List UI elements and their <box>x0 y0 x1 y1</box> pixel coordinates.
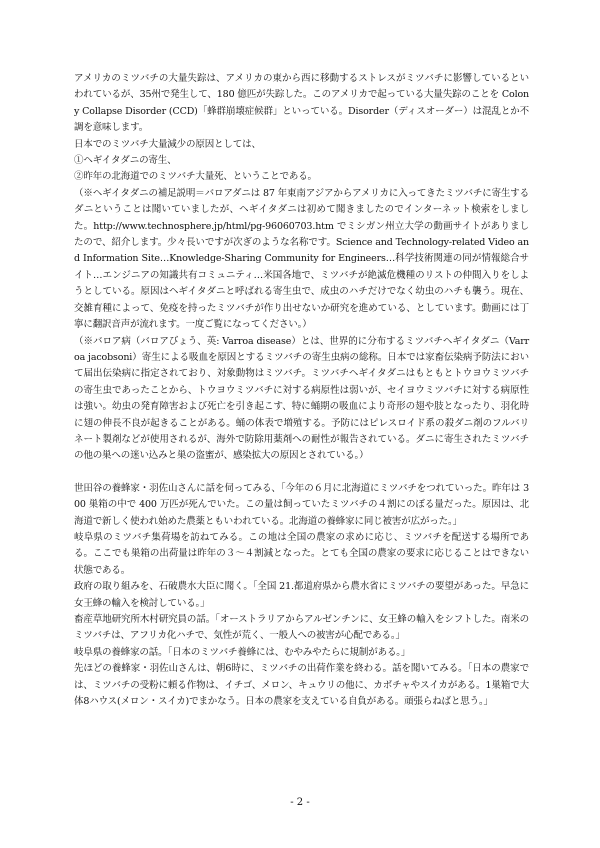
paragraph-japan-causes-intro: 日本でのミツバチ大量減少の原因としては、 <box>74 138 261 150</box>
paragraph-setagaya-beekeeper: 世田谷の養蜂家・羽佐山さんに話を伺ってみる、「今年の６月に北海道にミツバチをつれていった。昨年は 300 巣箱の中で 400 万匹が死んでいた。この量は飼っていたミツバチの４割にのぼる量だった。原因は、北海道で新しく使われ始めた農薬ともいわれている。北海道の養蜂家に同じ被害が広がった。」 <box>74 482 529 527</box>
document-body <box>74 71 529 710</box>
paragraph-government-response: 政府の取り組みを、石破農水大臣に聞く。「全国 21.都道府県から農水省にミツバチの要望があった。早急に女王蜂の輸入を検討している。」 <box>74 581 529 609</box>
paragraph-note-varroa-disease: （※バロア病（バロアびょう、英: Varroa disease）とは、世界的に分布するミツバチヘギイタダニ（Varroa jacobsoni）寄生による吸血を原因とするミツバチの寄生虫病の総称。日本では家畜伝染病予防法において届出伝染病に指定されており、対象動物はミツバチ。ミツバチヘギイタダニはもともとトウヨウミツバチの寄生虫であったことから、トウヨウミツバチに対する病原性は弱いが、セイヨウミツバチに対する病原性は強い。幼虫の発育障害および死亡を引き起こす、特に蛹期の吸血により奇形の翅や肢となったり、羽化時に翅の伸長不良が起きることがある。蛹の体表で増殖する。予防にはピレスロイド系の殺ダニ剤のフルバリネート製剤などが使用されるが、海外で防除用薬剤への耐性が報告されている。ダニに寄生されたミツバチの他の巣への迷い込みと巣の盗蜜が、感染拡大の原因とされている。） <box>74 335 529 462</box>
paragraph-hasayama-closing: 先ほどの養蜂家・羽佐山さんは、朝6時に、ミツバチの出荷作業を終わる。話を聞いてみる。「日本の農家では、ミツバチの受粉に頼る作物は、イチゴ、メロン、キュウリの他に、カボチャやスイカがある。1巣箱で大体8ハウス(メロン・スイカ)でまかなう。日本の農家を支えている自負がある。頑張らねばと思う。」 <box>74 663 529 708</box>
paragraph-us-bee-disappearance: アメリカのミツバチの大量失踪は、アメリカの東から西に移動するストレスがミツバチに影響しているといわれているが、35州で発生して、180 億匹が失踪した。このアメリカで起っている大量失踪のことを Colony Collapse Disorder (CCD)「蜂群崩壊症候群」といっている。Disorder（ディスオーダー）は混乱とか不調を意味します。 <box>74 73 529 134</box>
section-spacer <box>74 465 529 481</box>
paragraph-gifu-collection-site: 岐阜県のミツバチ集荷場を訪ねてみる。この地は全国の農家の求めに応じ、ミツバチを配送する場所である。ここでも巣箱の出荷量は昨年の３～４割減となった。とても全国の農家の要求に応じることはできない状態である。 <box>74 531 529 576</box>
paragraph-cause-1: ①ヘギイタダニの寄生、 <box>74 155 177 167</box>
paragraph-note-varroa-mite: （※ヘギイタダニの補足説明＝バロアダニは 87 年東南アジアからアメリカに入ってきたミツバチに寄生するダニということは聞いていましたが、ヘギイタダニは初めて聞きましたのでインターネット検索をしました。http://www.technosphere.jp/html/pg-96060703.htm でミシガン州立大学の動画サイトがありましたので、紹介します。少々長いですが次ぎのような名称です。Science and Technology-related Video and Information Site…Knowledge-Sharing Community for Engineers…科学技術関連の同が情報総合サイト…エンジニアの知識共有コミュニティ…米国各地で、ミツバチが絶滅危機種のリストの仲間入りをしようとしている。原因はヘギイタダニと呼ばれる寄生虫で、成虫のハチだけでなく幼虫のハチも襲う。現在、交雑育種によって、免疫を持ったミツバチが作り出せないか研究を進めている、としています。動画には丁寧に翻訳音声が流れます。一度ご覧になってください。） <box>74 187 529 331</box>
paragraph-cause-2: ②昨年の北海道でのミツバチ大量死、ということである。 <box>74 171 317 183</box>
page-number: - 2 - <box>290 797 310 808</box>
paragraph-researcher-kimura: 畜産草地研究所木村研究員の話。「オーストラリアからアルゼンチンに、女王蜂の輸入をシフトした。南米のミツバチは、アフリカ化ハチで、気性が荒く、一般人への被害が心配である。」 <box>74 614 529 642</box>
paragraph-gifu-beekeeper: 岐阜県の養蜂家の話。「日本のミツバチ養蜂には、むやみやたらに規制がある。」 <box>74 646 411 658</box>
